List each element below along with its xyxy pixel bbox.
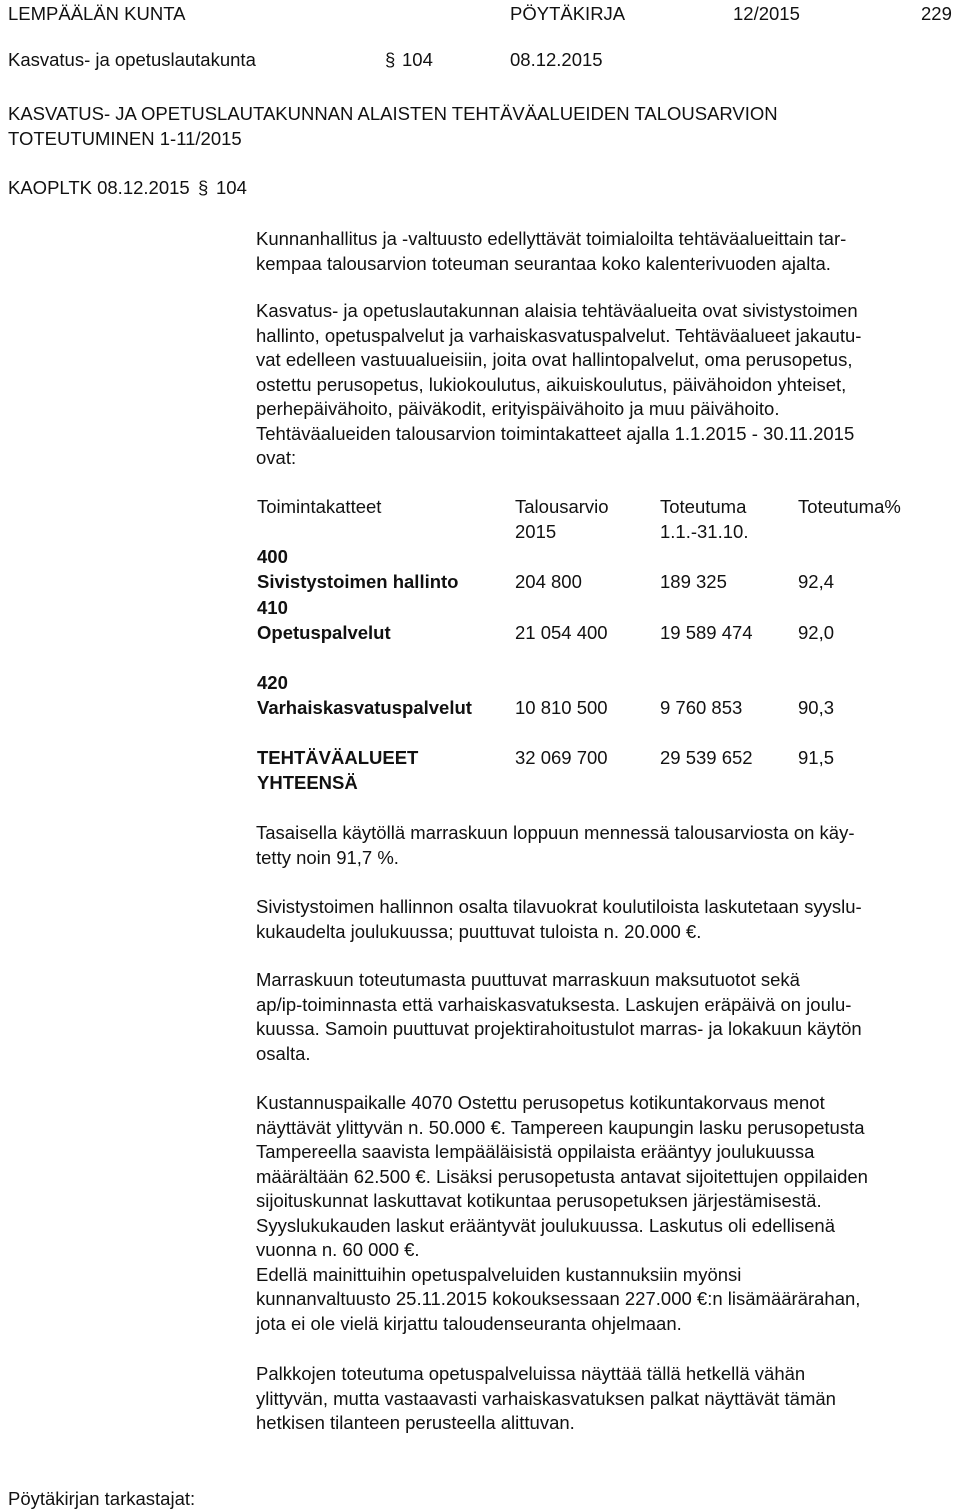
reference-text: KAOPLTK 08.12.2015 bbox=[8, 177, 190, 198]
text-line: kempaa talousarvion toteuman seurantaa koko kalenterivuoden ajalta. bbox=[256, 252, 831, 274]
text-line: Kunnanhallitus ja -valtuusto edellyttävät toimialoilta tehtäväalueittain tar- bbox=[256, 228, 847, 249]
text-line: Marraskuun toteutumasta puuttuvat marraskuun maksutuotot sekä bbox=[256, 969, 800, 990]
paragraph-november bbox=[256, 968, 956, 1066]
text-line: vat edelleen vastuualueisiin, joita ovat hallintopalvelut, oma perusopetus, bbox=[256, 349, 853, 370]
row-actual: 189 325 bbox=[660, 571, 727, 592]
text-line: osalta. bbox=[256, 1042, 311, 1064]
text-line: Kustannuspaikalle 4070 Ostettu perusopetus kotikuntakorvaus menot bbox=[256, 1092, 825, 1113]
text-line: määrältään 62.500 €. Lisäksi perusopetusta antavat sijoitettujen oppilaiden bbox=[256, 1165, 868, 1187]
text-line: perhepäivähoito, päiväkodit, erityispäivähoito ja muu päivähoito. bbox=[256, 398, 780, 419]
reference-number: 104 bbox=[216, 177, 247, 198]
municipality-name: LEMPÄÄLÄN KUNTA bbox=[8, 3, 186, 24]
text-line: sijoituskunnat laskuttavat kotikuntaa perusopetuksen järjestämisestä. bbox=[256, 1190, 822, 1211]
text-line: hetkisen tilanteen perusteella alittuvan. bbox=[256, 1412, 575, 1433]
table-header-cell: Toteutuma bbox=[660, 496, 747, 517]
text-line: jota ei ole vielä kirjattu taloudenseuranta ohjelmaan. bbox=[256, 1312, 682, 1334]
text-line: kunnanvaltuusto 25.11.2015 kokouksessaan 227.000 €:n lisämäärärahan, bbox=[256, 1288, 861, 1309]
title-line: KASVATUS- JA OPETUSLAUTAKUNNAN ALAISTEN TEHTÄVÄALUEIDEN TALOUSARVION bbox=[8, 103, 778, 124]
paragraph-areas bbox=[256, 299, 956, 471]
text-line: kuussa. Samoin puuttuvat projektirahoitustulot marras- ja lokakuun käytön bbox=[256, 1018, 862, 1039]
total-budget: 32 069 700 bbox=[515, 747, 608, 768]
text-line: kukaudelta joulukuussa; puuttuvat tuloista n. 20.000 €. bbox=[256, 920, 702, 942]
text-line: Kasvatus- ja opetuslautakunnan alaisia tehtäväalueita ovat sivistystoimen bbox=[256, 300, 858, 321]
paragraph-salaries bbox=[256, 1362, 956, 1436]
text-line: Tasaisella käytöllä marraskuun loppuun mennessä talousarviosta on käy- bbox=[256, 822, 855, 843]
text-line: ostettu perusopetus, lukiokoulutus, aikuiskoulutus, päivähoidon yhteiset, bbox=[256, 373, 847, 395]
text-line: näyttävät ylittyvän n. 50.000 €. Tampereen kaupungin lasku perusopetusta bbox=[256, 1116, 865, 1138]
paragraph-usage bbox=[256, 821, 956, 870]
meeting-date: 08.12.2015 bbox=[510, 49, 603, 70]
reference-symbol: § bbox=[198, 177, 209, 198]
text-line: ovat: bbox=[256, 447, 297, 468]
row-actual: 9 760 853 bbox=[660, 697, 743, 718]
document-number: 12/2015 bbox=[733, 3, 800, 24]
section-number: 104 bbox=[402, 49, 433, 70]
total-name: YHTEENSÄ bbox=[257, 772, 358, 793]
title-line: TOTEUTUMINEN 1-11/2015 bbox=[8, 128, 242, 149]
table-header-cell: Toteutuma% bbox=[798, 496, 901, 517]
total-actual: 29 539 652 bbox=[660, 747, 753, 768]
text-line: tetty noin 91,7 %. bbox=[256, 846, 399, 868]
total-percent: 91,5 bbox=[798, 747, 835, 768]
row-budget: 10 810 500 bbox=[515, 697, 608, 718]
text-line: Edellä mainittuihin opetuspalveluiden kustannuksiin myönsi bbox=[256, 1263, 742, 1285]
paragraph-cost-center bbox=[256, 1091, 956, 1336]
row-code: 420 bbox=[257, 672, 288, 693]
row-percent: 90,3 bbox=[798, 697, 835, 718]
document-type: PÖYTÄKIRJA bbox=[510, 3, 626, 24]
row-name: Varhaiskasvatuspalvelut bbox=[257, 697, 472, 718]
row-percent: 92,0 bbox=[798, 622, 835, 643]
text-line: Tampereella saavista lempääläisistä oppilaista erääntyy joulukuussa bbox=[256, 1141, 815, 1162]
section-symbol: § bbox=[385, 49, 396, 70]
text-line: ap/ip-toiminnasta että varhaiskasvatuksesta. Laskujen eräpäivä on joulu- bbox=[256, 993, 852, 1015]
table-header-cell: Talousarvio bbox=[515, 496, 609, 517]
row-percent: 92,4 bbox=[798, 571, 835, 592]
paragraph-rents bbox=[256, 895, 956, 944]
page-number: 229 bbox=[921, 3, 952, 24]
table-header-cell: 1.1.-31.10. bbox=[660, 521, 749, 542]
footer-reviewers-label: Pöytäkirjan tarkastajat: bbox=[8, 1488, 196, 1509]
text-line: Palkkojen toteutuma opetuspalveluissa näyttää tällä hetkellä vähän bbox=[256, 1363, 806, 1384]
text-line: ylittyvän, mutta vastaavasti varhaiskasvatuksen palkat näyttävät tämän bbox=[256, 1387, 836, 1409]
table-header-cell: Toimintakatteet bbox=[257, 496, 382, 517]
text-line: Sivistystoimen hallinnon osalta tilavuokrat koulutiloista laskutetaan syyslu- bbox=[256, 896, 862, 917]
row-name: Opetuspalvelut bbox=[257, 622, 391, 643]
row-name: Sivistystoimen hallinto bbox=[257, 571, 459, 592]
row-budget: 21 054 400 bbox=[515, 622, 608, 643]
text-line: Tehtäväalueiden talousarvion toimintakatteet ajalla 1.1.2015 - 30.11.2015 bbox=[256, 422, 855, 444]
text-line: Syyslukukauden laskut erääntyvät joulukuussa. Laskutus oli edellisenä bbox=[256, 1214, 835, 1236]
text-line: hallinto, opetuspalvelut ja varhaiskasvatuspalvelut. Tehtäväalueet jakautu- bbox=[256, 324, 862, 346]
text-line: vuonna n. 60 000 €. bbox=[256, 1239, 420, 1260]
paragraph-intro bbox=[256, 227, 956, 276]
row-code: 410 bbox=[257, 597, 288, 618]
row-actual: 19 589 474 bbox=[660, 622, 753, 643]
row-code: 400 bbox=[257, 546, 288, 567]
table-header-cell: 2015 bbox=[515, 521, 557, 542]
row-budget: 204 800 bbox=[515, 571, 582, 592]
board-name: Kasvatus- ja opetuslautakunta bbox=[8, 49, 256, 70]
total-name: TEHTÄVÄALUEET bbox=[257, 747, 419, 768]
